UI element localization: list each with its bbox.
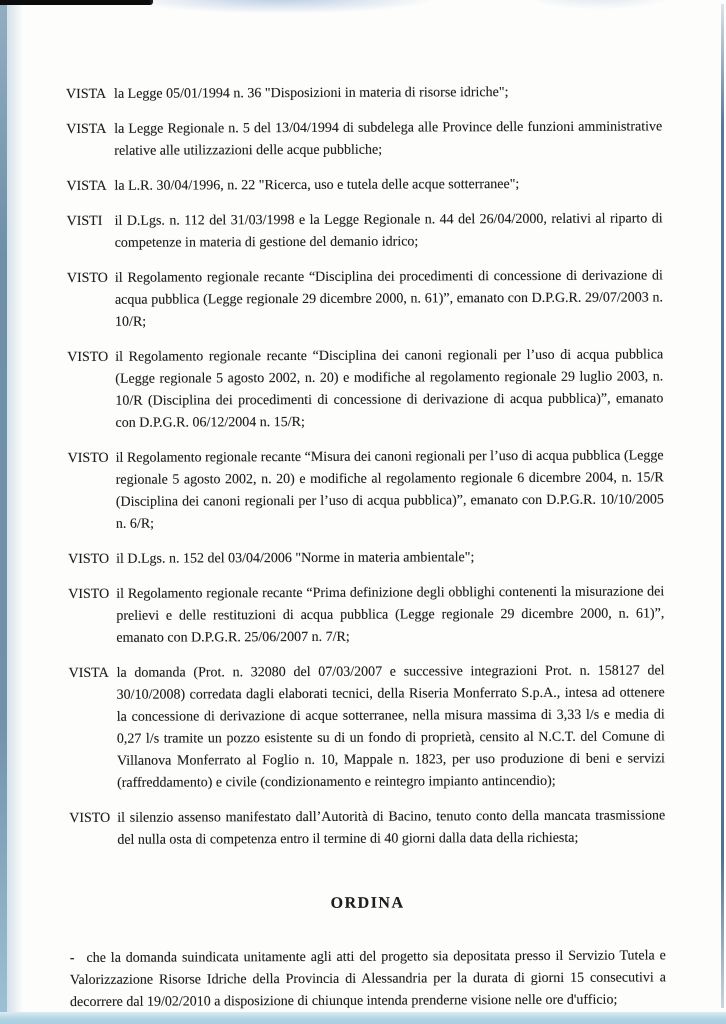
- scan-edge-left-wash: [7, 0, 23, 1024]
- recital-text: il silenzio assenso manifestato dall’Autorità di Bacino, tenuto conto della mancata trasmissione del nulla osta di competenza entro il termine di 40 giorni dalla data della richiesta;: [117, 808, 666, 848]
- recital-paragraph: [67, 344, 663, 435]
- order-item: [70, 945, 666, 1014]
- recital-text: la Legge 05/01/1994 n. 36 "Disposizioni in materia di risorse idriche";: [114, 85, 509, 102]
- recital-label: VISTA: [66, 121, 107, 137]
- ordina-heading: ORDINA: [330, 894, 405, 912]
- recital-label: VISTO: [68, 586, 110, 602]
- recital-text: il D.Lgs. n. 152 del 03/04/2006 "Norme in materia ambientale";: [116, 550, 475, 567]
- recital-label: VISTA: [66, 86, 107, 102]
- recital-label: VISTO: [67, 450, 109, 466]
- recital-text: il D.Lgs. n. 112 del 31/03/1998 e la Legge Regionale n. 44 del 26/04/2000, relativi al riparto di competenze in materia di gestione del demanio idrico;: [114, 211, 663, 251]
- recital-label: VISTA: [68, 665, 109, 681]
- scan-edge-right: [721, 4, 724, 1008]
- recital-paragraph: [69, 805, 665, 852]
- recital-paragraph: [69, 660, 666, 795]
- recital-text: il Regolamento regionale recante “Disciplina dei procedimenti di concessione di derivazione di acqua pubblica (Legge regionale 29 dicembre 2000, n. 61)”, emanato con D.P.G.R. 29/07/2003 n. 10/R;: [114, 268, 663, 330]
- recital-paragraph: [66, 116, 662, 163]
- recital-text: la Legge Regionale n. 5 del 13/04/1994 di subdelega alle Province delle funzioni amministrative relative alle utilizzazioni delle acque pubbliche;: [114, 119, 663, 159]
- recital-paragraph: [68, 546, 664, 571]
- recital-paragraph: [68, 445, 664, 536]
- recital-label: VISTA: [66, 178, 107, 194]
- scan-top-black-bar: [0, 0, 153, 5]
- recital-paragraph: [66, 173, 662, 198]
- recital-paragraph: [66, 81, 662, 106]
- scan-top-smudge: [520, 0, 680, 10]
- order-item-dash: -: [69, 950, 75, 966]
- recital-paragraph: [67, 208, 663, 255]
- scan-edge-left: [0, 0, 7, 1024]
- recital-text: il Regolamento regionale recante “Prima definizione degli obblighi contenenti la misurazione dei prelievi e delle restituzioni di acqua pubblica (Legge regionale 29 dicembre 2000, n. 61)”, emanato con D.P.G.R. 25/06/2007 n. 7/R;: [116, 584, 665, 646]
- recital-text: il Regolamento regionale recante “Misura dei canoni regionali per l’uso di acqua pubblica (Legge regionale 5 agosto 2002, n. 20) e modifiche al regolamento regionale 6 dicembre 2004, n. 15/R (Disciplina dei canoni regionali per l’uso di acqua pubblica)”, emanato con D.P.G.R. 10/10/2005 n. 6/R;: [115, 448, 664, 532]
- scan-top-smudge: [150, 0, 440, 14]
- recital-label: VISTO: [66, 270, 108, 286]
- recital-label: VISTO: [68, 551, 110, 567]
- recital-text: la domanda (Prot. n. 32080 del 07/03/2007 e successive integrazioni Prot. n. 158127 del 30/10/2008) corredata dagli elaborati tecnici, della Riseria Monferrato S.p.A., intesa ad ottenere la concessione di derivazione di acque sotterranee, nella misura massima di 3,33 l/s e media di 0,27 l/s tramite un pozzo esistente su di un fondo di proprietà, censito al N.C.T. del Comune di Villanova Monferrato al Foglio n. 10, Mappale n. 1823, per uso produzione di beni e servizi (raffreddamento) e civile (condizionamento e reintegro impianto antincendio);: [116, 663, 665, 791]
- recital-label: VISTO: [69, 810, 111, 826]
- order-item-text: che la domanda suindicata unitamente agli atti del progetto sia depositata presso il Servizio Tutela e Valorizzazione Risorse Idriche della Provincia di Alessandria per la durata di giorni 15 consecutivi a decorrere dal 19/02/2010 a disposizione di chiunque intenda prenderne visione nelle ore d'ufficio;: [69, 948, 666, 1010]
- recital-paragraph: [68, 581, 664, 650]
- recital-label: VISTI: [66, 213, 103, 229]
- recital-text: la L.R. 30/04/1996, n. 22 "Ricerca, uso e tutela delle acque sotterranee";: [114, 177, 520, 194]
- recital-text: il Regolamento regionale recante “Disciplina dei canoni regionali per l’uso di acqua pubblica (Legge regionale 5 agosto 2002, n. 20) e modifiche al regolamento regionale 29 luglio 2003, n. 10/R (Disciplina dei procedimenti di concessione di derivazione di acqua pubblica)”, emanato con D.P.G.R. 06/12/2004 n. 15/R;: [115, 347, 664, 431]
- recital-paragraph: [67, 265, 663, 334]
- document-body: [66, 81, 666, 1014]
- recital-label: VISTO: [67, 349, 109, 365]
